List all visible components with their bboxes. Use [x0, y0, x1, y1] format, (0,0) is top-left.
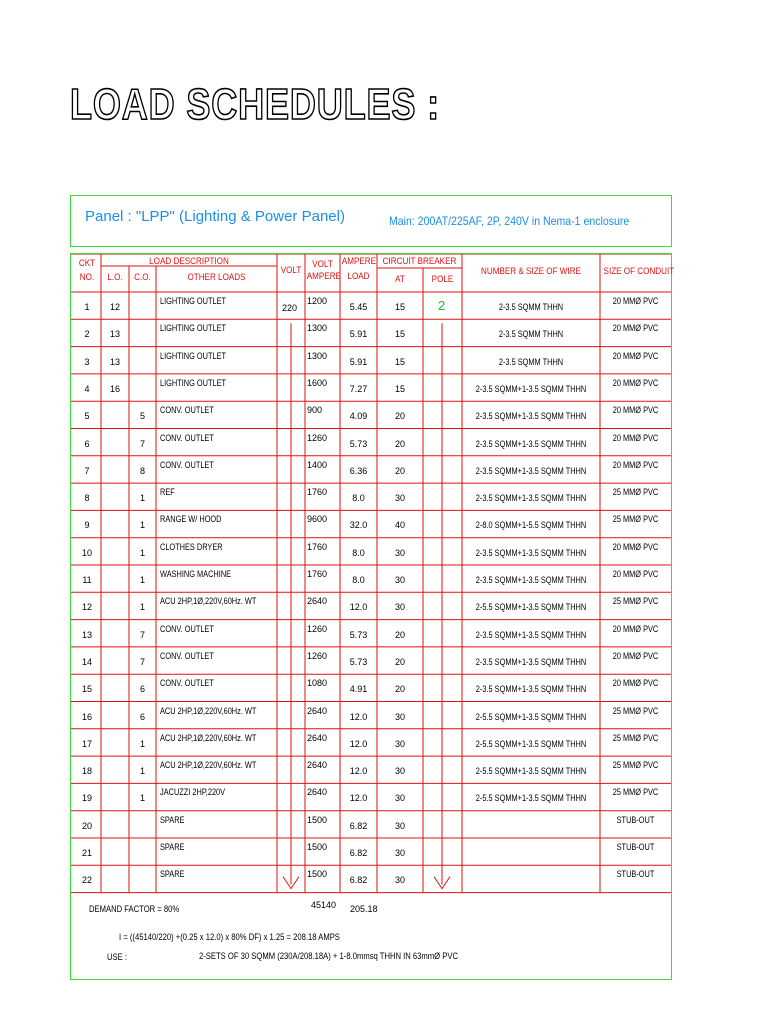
cell-wire: 2-3.5 SQMM THHN — [498, 356, 564, 367]
cell-amp: 5.91 — [349, 329, 368, 340]
cell-no: 16 — [81, 711, 92, 722]
cell-va: 2640 — [307, 596, 328, 607]
cell-amp: 5.73 — [349, 438, 368, 449]
cell-wire: 2-3.5 SQMM+1-3.5 SQMM THHN — [475, 575, 587, 585]
header-ckt: CKT — [78, 258, 96, 268]
cell-wire: 2-3.5 SQMM+1-3.5 SQMM THHN — [475, 547, 587, 558]
cell-conduit: 20 MMØ PVC — [612, 377, 659, 388]
cell-conduit: 20 MMØ PVC — [612, 350, 659, 361]
cell-at: 30 — [394, 602, 405, 613]
panel-header-box — [70, 195, 672, 247]
cell-amp: 12.0 — [349, 711, 368, 722]
cell-co: 6 — [139, 711, 145, 722]
panel-main-rating: Main: 200AT/225AF, 2P, 240V in Nema-1 enclosure — [389, 214, 630, 228]
cell-at: 20 — [394, 438, 405, 449]
cell-at: 20 — [394, 411, 405, 422]
cell-amp: 6.36 — [349, 465, 368, 476]
header-no: NO. — [79, 272, 95, 282]
cell-va: 1080 — [307, 678, 328, 689]
cell-co: 1 — [139, 793, 145, 804]
cell-conduit: 20 MMØ PVC — [612, 405, 659, 416]
cell-co: 1 — [139, 520, 145, 531]
cell-desc: SPARE — [160, 814, 185, 825]
cell-wire: 2-3.5 SQMM THHN — [498, 329, 564, 340]
cell-at: 30 — [394, 875, 405, 886]
cell-va: 9600 — [307, 514, 328, 525]
cell-desc: WASHING MACHINE — [160, 569, 232, 579]
cell-no: 11 — [82, 575, 92, 585]
cell-amp: 5.73 — [349, 629, 368, 640]
cell-no: 10 — [81, 547, 92, 558]
header-volt: VOLT — [280, 265, 302, 275]
cell-at: 30 — [394, 766, 405, 777]
cell-conduit: 20 MMØ PVC — [612, 650, 659, 661]
cell-no: 9 — [84, 520, 90, 531]
cell-no: 13 — [81, 629, 92, 640]
header-circuit-breaker: CIRCUIT BREAKER — [382, 256, 457, 266]
cell-conduit: 25 MMØ PVC — [612, 596, 659, 607]
cell-va: 1300 — [307, 323, 328, 334]
cell-amp: 12.0 — [349, 766, 368, 777]
cell-conduit: 20 MMØ PVC — [612, 432, 659, 443]
cell-at: 20 — [394, 684, 405, 695]
cell-desc: ACU 2HP,1Ø,220V,60Hz. WT — [160, 732, 257, 743]
cell-no: 8 — [84, 493, 90, 504]
cell-wire: 2-3.5 SQMM+1-3.5 SQMM THHN — [475, 493, 587, 504]
cell-amp: 6.82 — [349, 848, 368, 858]
cell-at: 40 — [394, 520, 405, 531]
cell-amp: 6.82 — [349, 820, 368, 831]
cell-no: 22 — [81, 875, 92, 886]
cell-co: 8 — [139, 465, 145, 476]
cell-wire: 2-8.0 SQMM+1-5.5 SQMM THHN — [475, 520, 587, 531]
cell-desc: CONV. OUTLET — [160, 459, 214, 470]
cell-at: 15 — [394, 356, 405, 367]
cell-va: 2640 — [307, 787, 328, 798]
cell-at: 15 — [394, 383, 405, 394]
cell-conduit: STUB-OUT — [616, 814, 655, 825]
cell-co: 1 — [139, 738, 145, 749]
cell-amp: 8.0 — [352, 575, 365, 585]
cell-co: 6 — [139, 684, 145, 695]
cell-at: 20 — [394, 629, 405, 640]
header-lo: L.O. — [107, 272, 123, 282]
cell-desc: CONV. OUTLET — [160, 432, 214, 443]
total-ampere: 205.18 — [350, 904, 378, 914]
header-other-loads: OTHER LOADS — [187, 272, 246, 282]
cell-va: 2640 — [307, 760, 328, 771]
cell-wire: 2-5.5 SQMM+1-3.5 SQMM THHN — [475, 711, 587, 722]
cell-no: 4 — [84, 383, 90, 394]
cell-wire: 2-5.5 SQMM+1-3.5 SQMM THHN — [475, 766, 587, 777]
header-voltampere-1: VOLT — [312, 259, 333, 269]
cell-wire: 2-5.5 SQMM+1-3.5 SQMM THHN — [475, 793, 587, 804]
cell-no: 5 — [84, 411, 90, 422]
page-title: LOAD SCHEDULES : — [70, 80, 440, 129]
cell-no: 19 — [81, 793, 92, 804]
cell-amp: 4.09 — [349, 411, 368, 422]
cell-at: 20 — [394, 465, 405, 476]
pole-value: 2 — [438, 298, 446, 313]
header-conduit: SIZE OF CONDUIT — [603, 266, 675, 276]
volt-value: 220 — [282, 303, 298, 313]
cell-conduit: 20 MMØ PVC — [612, 459, 659, 470]
cell-amp: 32.0 — [349, 520, 368, 531]
cell-amp: 8.0 — [352, 547, 365, 558]
cell-co: 1 — [139, 766, 145, 777]
cell-conduit: 25 MMØ PVC — [612, 514, 659, 525]
cell-co: 5 — [139, 411, 145, 422]
cell-wire: 2-3.5 SQMM+1-3.5 SQMM THHN — [475, 656, 587, 667]
cell-at: 30 — [394, 738, 405, 749]
cell-amp: 5.73 — [349, 656, 368, 667]
cell-desc: ACU 2HP,1Ø,220V,60Hz. WT — [160, 760, 257, 771]
cell-at: 30 — [394, 547, 405, 558]
cell-conduit: 25 MMØ PVC — [612, 787, 659, 798]
cell-amp: 7.27 — [349, 383, 368, 394]
cell-wire: 2-3.5 SQMM+1-3.5 SQMM THHN — [475, 438, 587, 449]
cell-desc: RANGE W/ HOOD — [160, 514, 222, 525]
header-ampereload-2: LOAD — [347, 271, 370, 281]
cell-co: 1 — [139, 547, 145, 558]
cell-va: 2640 — [307, 732, 328, 743]
cell-conduit: STUB-OUT — [616, 869, 655, 880]
cell-wire: 2-3.5 SQMM+1-3.5 SQMM THHN — [475, 383, 587, 394]
cell-no: 6 — [84, 438, 90, 449]
cell-at: 30 — [394, 493, 405, 504]
cell-conduit: 20 MMØ PVC — [612, 678, 659, 689]
cell-desc: CONV. OUTLET — [160, 623, 214, 634]
cell-desc: SPARE — [160, 869, 185, 880]
cell-desc: SPARE — [160, 842, 185, 852]
cell-wire: 2-3.5 SQMM+1-3.5 SQMM THHN — [475, 411, 587, 422]
cell-conduit: 25 MMØ PVC — [612, 487, 659, 498]
cell-co: 7 — [139, 656, 145, 667]
cell-lo: 13 — [109, 329, 120, 340]
cell-co: 1 — [139, 575, 145, 585]
header-at: AT — [395, 274, 405, 284]
cell-amp: 5.91 — [349, 356, 368, 367]
cell-va: 1300 — [307, 350, 328, 361]
cell-at: 15 — [394, 302, 405, 312]
cell-co: 7 — [139, 629, 145, 640]
cell-desc: LIGHTING OUTLET — [160, 296, 227, 306]
cell-desc: CLOTHES DRYER — [160, 541, 223, 552]
cell-conduit: 25 MMØ PVC — [612, 760, 659, 771]
cell-desc: LIGHTING OUTLET — [160, 323, 227, 334]
cell-va: 1600 — [307, 377, 328, 388]
current-formula: I = ((45140/220) +(0.25 x 12.0) x 80% DF) x 1.25 = 208.18 AMPS — [119, 932, 340, 942]
header-pole: POLE — [431, 274, 454, 284]
use-label: USE : — [107, 952, 127, 962]
cell-va: 1500 — [307, 814, 328, 825]
cell-no: 2 — [84, 329, 90, 340]
cell-no: 3 — [84, 356, 90, 367]
cell-at: 30 — [394, 575, 405, 585]
use-value: 2-SETS OF 30 SQMM (230A/208.18A) + 1-8.0mmsq THHN IN 63mmØ PVC — [199, 951, 458, 961]
cell-va: 1260 — [307, 650, 328, 661]
cell-conduit: STUB-OUT — [616, 842, 655, 852]
cell-va: 1760 — [307, 569, 328, 579]
cell-amp: 12.0 — [349, 602, 368, 613]
cell-no: 21 — [81, 848, 92, 858]
cell-desc: CONV. OUTLET — [160, 405, 214, 416]
cell-va: 1760 — [307, 487, 328, 498]
panel-name: Panel : "LPP" (Lighting & Power Panel) — [85, 208, 345, 225]
cell-no: 12 — [81, 602, 92, 613]
cell-va: 900 — [307, 405, 323, 416]
cell-conduit: 20 MMØ PVC — [612, 323, 659, 334]
cell-at: 30 — [394, 848, 405, 858]
cell-amp: 6.82 — [349, 875, 368, 886]
cell-va: 1500 — [307, 869, 328, 880]
header-ampereload-1: AMPERE — [341, 256, 377, 266]
cell-at: 30 — [394, 711, 405, 722]
cell-conduit: 25 MMØ PVC — [612, 705, 659, 716]
cell-at: 15 — [394, 329, 405, 340]
cell-lo: 16 — [109, 383, 120, 394]
cell-conduit: 20 MMØ PVC — [612, 296, 659, 306]
cell-va: 1400 — [307, 459, 328, 470]
header-voltampere-2: AMPERE — [306, 271, 341, 281]
cell-at: 20 — [394, 656, 405, 667]
cell-desc: CONV. OUTLET — [160, 650, 214, 661]
cell-no: 17 — [81, 738, 92, 749]
cell-wire: 2-3.5 SQMM+1-3.5 SQMM THHN — [475, 629, 587, 640]
cell-no: 18 — [81, 766, 92, 777]
load-schedule-table — [70, 253, 675, 980]
cell-no: 20 — [81, 820, 92, 831]
cell-conduit: 20 MMØ PVC — [612, 569, 659, 579]
cell-co: 1 — [139, 493, 145, 504]
cell-conduit: 20 MMØ PVC — [612, 623, 659, 634]
cell-at: 30 — [394, 793, 405, 804]
cell-desc: LIGHTING OUTLET — [160, 377, 227, 388]
cell-va: 1260 — [307, 432, 328, 443]
demand-factor: DEMAND FACTOR = 80% — [89, 904, 180, 914]
cell-desc: ACU 2HP,1Ø,220V,60Hz. WT — [160, 596, 257, 607]
cell-desc: REF — [160, 487, 175, 498]
cell-amp: 12.0 — [349, 738, 368, 749]
cell-va: 1760 — [307, 541, 328, 552]
cell-desc: ACU 2HP,1Ø,220V,60Hz. WT — [160, 705, 257, 716]
cell-co: 1 — [139, 602, 145, 613]
cell-conduit: 20 MMØ PVC — [612, 541, 659, 552]
cell-no: 14 — [81, 656, 92, 667]
cell-wire: 2-5.5 SQMM+1-3.5 SQMM THHN — [475, 738, 587, 749]
cell-lo: 12 — [109, 302, 120, 312]
cell-at: 30 — [394, 820, 405, 831]
cell-desc: LIGHTING OUTLET — [160, 350, 227, 361]
cell-amp: 4.91 — [349, 684, 368, 695]
cell-wire: 2-3.5 SQMM THHN — [498, 302, 564, 312]
cell-wire: 2-3.5 SQMM+1-3.5 SQMM THHN — [475, 465, 587, 476]
cell-va: 1200 — [307, 296, 328, 306]
cell-no: 7 — [84, 465, 90, 476]
cell-va: 2640 — [307, 705, 328, 716]
header-co: C.O. — [134, 272, 151, 282]
cell-no: 1 — [84, 302, 90, 312]
cell-lo: 13 — [109, 356, 120, 367]
cell-wire: 2-3.5 SQMM+1-3.5 SQMM THHN — [475, 684, 587, 695]
cell-no: 15 — [81, 684, 92, 695]
header-load-description: LOAD DESCRIPTION — [149, 256, 229, 266]
cell-co: 7 — [139, 438, 145, 449]
cell-wire: 2-5.5 SQMM+1-3.5 SQMM THHN — [475, 602, 587, 613]
cell-amp: 12.0 — [349, 793, 368, 804]
cell-amp: 8.0 — [352, 493, 365, 504]
cell-desc: CONV. OUTLET — [160, 678, 214, 689]
cell-va: 1500 — [307, 842, 328, 852]
cell-desc: JACUZZI 2HP,220V — [160, 787, 226, 798]
total-voltampere: 45140 — [311, 900, 337, 910]
cell-va: 1260 — [307, 623, 328, 634]
header-wire: NUMBER & SIZE OF WIRE — [481, 266, 581, 276]
cell-amp: 5.45 — [349, 302, 368, 312]
cell-conduit: 25 MMØ PVC — [612, 732, 659, 743]
